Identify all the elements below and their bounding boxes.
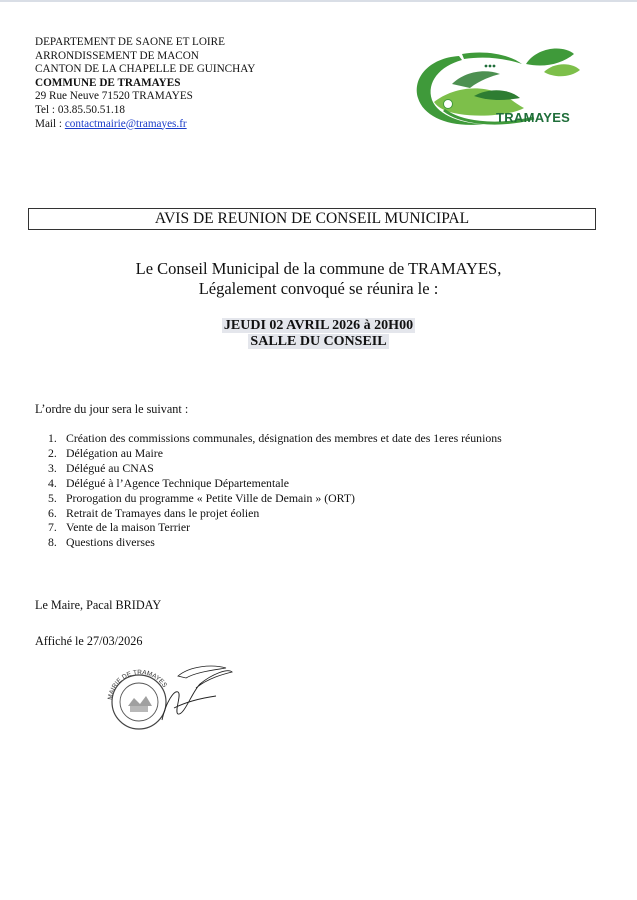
commune-line: COMMUNE DE TRAMAYES (35, 76, 181, 89)
agenda-item (48, 520, 502, 535)
agenda-text: Retrait de Tramayes dans le projet éolien (66, 505, 260, 520)
agenda-number: 1. (48, 431, 57, 445)
mail-line (35, 118, 255, 132)
agenda-text: Questions diverses (66, 535, 155, 550)
agenda-number: 6. (48, 505, 57, 520)
agenda-number: 5. (48, 490, 57, 505)
mayor-signature-line: Le Maire, Pacal BRIDAY (35, 598, 162, 612)
logo-text: TRAMAYES (496, 110, 571, 125)
agenda-item (48, 535, 502, 550)
agenda-item (48, 461, 502, 476)
agenda-number: 4. (48, 475, 57, 490)
agenda-item (48, 506, 502, 521)
tramayes-logo (404, 44, 589, 134)
agenda-number: 7. (48, 520, 57, 535)
agenda-number: 3. (48, 460, 57, 475)
agenda-text: Prorogation du programme « Petite Ville de Demain » (ORT) (66, 490, 355, 505)
scan-edge (0, 0, 637, 2)
agenda-text: Délégué à l’Agence Technique Départementale (66, 475, 289, 490)
agenda-item (48, 491, 502, 506)
agenda-number: 8. (48, 535, 57, 550)
tel-line: Tel : 03.85.50.51.18 (35, 103, 125, 116)
agenda-list (48, 431, 502, 550)
agenda-item (48, 476, 502, 491)
agenda-number: 2. (48, 445, 57, 460)
notice-title: AVIS DE REUNION DE CONSEIL MUNICIPAL (28, 208, 596, 230)
order-intro: L’ordre du jour sera le suivant : (35, 402, 189, 416)
mairie-stamp-icon (104, 662, 234, 732)
agenda-item (48, 431, 502, 446)
mairie-stamp (104, 662, 234, 732)
posted-date: Affiché le 27/03/2026 (35, 634, 143, 648)
letterhead (35, 36, 255, 131)
intro-text (0, 259, 637, 299)
address-line: 29 Rue Neuve 71520 TRAMAYES (35, 90, 193, 103)
stamp-text: MAIRIE DE TRAMAYES (106, 669, 169, 701)
canton-line: CANTON DE LA CHAPELLE DE GUINCHAY (35, 63, 256, 76)
svg-text:MAIRIE DE TRAMAYES (107, 669, 169, 700)
agenda-text: Création des commissions communales, désignation des membres et date des 1eres réunions (66, 431, 502, 445)
agenda-text: Vente de la maison Terrier (66, 520, 191, 535)
mail-label: Mail : (35, 117, 65, 130)
agenda-item (48, 446, 502, 461)
mail-link[interactable]: contactmairie@tramayes.fr (64, 117, 187, 130)
department-line: DEPARTEMENT DE SAONE ET LOIRE (35, 36, 225, 48)
meeting-details (0, 318, 637, 350)
agenda-text: Délégation au Maire (66, 445, 163, 460)
arrondissement-line: ARRONDISSEMENT DE MACON (35, 49, 199, 62)
intro-line-2: Légalement convoqué se réunira le : (198, 279, 439, 298)
intro-line-1: Le Conseil Municipal de la commune de TRAMAYES, (135, 259, 502, 278)
meeting-place: SALLE DU CONSEIL (250, 334, 387, 349)
agenda-text: Délégué au CNAS (66, 460, 154, 475)
meeting-date: JEUDI 02 AVRIL 2026 à 20H00 (223, 318, 414, 333)
